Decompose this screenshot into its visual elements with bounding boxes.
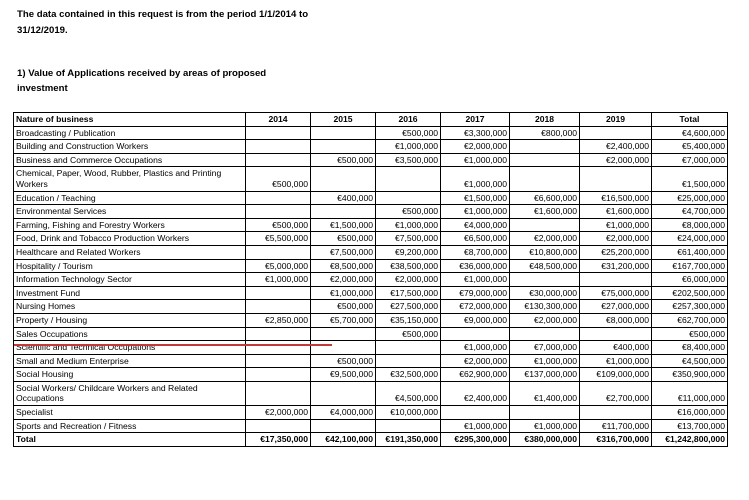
- value-cell: €5,000,000: [246, 259, 311, 273]
- table-row: [14, 259, 728, 273]
- value-cell: [311, 341, 376, 355]
- value-cell: [311, 167, 376, 191]
- value-cell: €2,850,000: [246, 313, 311, 327]
- value-cell: [311, 327, 376, 341]
- value-cell: [246, 381, 311, 405]
- value-cell: €3,500,000: [376, 153, 441, 167]
- value-cell: €31,200,000: [580, 259, 652, 273]
- value-cell: €167,700,000: [652, 259, 728, 273]
- value-cell: €500,000: [652, 327, 728, 341]
- value-cell: €72,000,000: [441, 300, 510, 314]
- value-cell: €7,500,000: [311, 245, 376, 259]
- value-cell: [311, 205, 376, 219]
- value-cell: €500,000: [376, 205, 441, 219]
- value-cell: €500,000: [376, 327, 441, 341]
- value-cell: [510, 327, 580, 341]
- column-header: 2018: [510, 113, 580, 127]
- row-label-cell: Healthcare and Related Workers: [14, 245, 246, 259]
- row-label-cell: Scientific and Technical Occupations: [14, 341, 246, 355]
- value-cell: €1,000,000: [580, 218, 652, 232]
- value-cell: [376, 354, 441, 368]
- total-row: [14, 433, 728, 447]
- value-cell: [580, 406, 652, 420]
- column-header: 2015: [311, 113, 376, 127]
- value-cell: [580, 167, 652, 191]
- value-cell: €2,700,000: [580, 381, 652, 405]
- value-cell: €7,000,000: [510, 341, 580, 355]
- value-cell: €380,000,000: [510, 433, 580, 447]
- value-cell: €6,500,000: [441, 232, 510, 246]
- table-row: [14, 368, 728, 382]
- value-cell: €2,000,000: [311, 273, 376, 287]
- value-cell: €11,700,000: [580, 419, 652, 433]
- value-cell: €2,000,000: [510, 313, 580, 327]
- value-cell: [510, 273, 580, 287]
- value-cell: €7,500,000: [376, 232, 441, 246]
- table-row: [14, 419, 728, 433]
- value-cell: €32,500,000: [376, 368, 441, 382]
- value-cell: €2,000,000: [441, 140, 510, 154]
- value-cell: [311, 126, 376, 140]
- value-cell: [246, 140, 311, 154]
- column-header: 2017: [441, 113, 510, 127]
- value-cell: €257,300,000: [652, 300, 728, 314]
- value-cell: €350,900,000: [652, 368, 728, 382]
- value-cell: €1,600,000: [580, 205, 652, 219]
- value-cell: €9,200,000: [376, 245, 441, 259]
- value-cell: €1,500,000: [652, 167, 728, 191]
- value-cell: €10,800,000: [510, 245, 580, 259]
- table-row: [14, 406, 728, 420]
- value-cell: [246, 368, 311, 382]
- row-label-cell: Food, Drink and Tobacco Production Workers: [14, 232, 246, 246]
- row-label-cell: Business and Commerce Occupations: [14, 153, 246, 167]
- value-cell: €202,500,000: [652, 286, 728, 300]
- value-cell: [246, 327, 311, 341]
- value-cell: €27,000,000: [580, 300, 652, 314]
- value-cell: €8,000,000: [652, 218, 728, 232]
- value-cell: €1,000,000: [246, 273, 311, 287]
- value-cell: €1,000,000: [441, 419, 510, 433]
- value-cell: €75,000,000: [580, 286, 652, 300]
- row-label-cell: Chemical, Paper, Wood, Rubber, Plastics and Printing Workers: [14, 167, 246, 191]
- value-cell: [510, 218, 580, 232]
- column-header: Total: [652, 113, 728, 127]
- value-cell: €1,000,000: [376, 218, 441, 232]
- value-cell: €2,000,000: [441, 354, 510, 368]
- value-cell: €1,000,000: [580, 354, 652, 368]
- value-cell: €400,000: [580, 341, 652, 355]
- value-cell: [246, 300, 311, 314]
- value-cell: €2,000,000: [246, 406, 311, 420]
- value-cell: €2,000,000: [580, 153, 652, 167]
- table-row: [14, 354, 728, 368]
- value-cell: €4,500,000: [652, 354, 728, 368]
- intro-text: The data contained in this request is from the period 1/1/2014 to 31/12/2019.: [17, 9, 309, 36]
- value-cell: [246, 245, 311, 259]
- value-cell: €800,000: [510, 126, 580, 140]
- value-cell: [580, 126, 652, 140]
- value-cell: [441, 406, 510, 420]
- value-cell: €1,000,000: [441, 153, 510, 167]
- value-cell: €1,000,000: [510, 354, 580, 368]
- column-header: 2019: [580, 113, 652, 127]
- table-row: [14, 232, 728, 246]
- value-cell: [510, 167, 580, 191]
- value-cell: €1,600,000: [510, 205, 580, 219]
- highlight-underline: [14, 344, 332, 346]
- row-label-cell: Social Housing: [14, 368, 246, 382]
- value-cell: €5,400,000: [652, 140, 728, 154]
- section-heading: 1) Value of Applications received by areas of proposed investment: [17, 68, 267, 94]
- value-cell: €4,700,000: [652, 205, 728, 219]
- value-cell: [376, 167, 441, 191]
- value-cell: €8,500,000: [311, 259, 376, 273]
- value-cell: €5,700,000: [311, 313, 376, 327]
- value-cell: €61,400,000: [652, 245, 728, 259]
- table-row: [14, 286, 728, 300]
- value-cell: €17,350,000: [246, 433, 311, 447]
- value-cell: €1,000,000: [376, 140, 441, 154]
- value-cell: €500,000: [376, 126, 441, 140]
- table-row: [14, 140, 728, 154]
- table-row: [14, 245, 728, 259]
- value-cell: [510, 406, 580, 420]
- value-cell: [580, 327, 652, 341]
- table-row: [14, 327, 728, 341]
- value-cell: €16,500,000: [580, 191, 652, 205]
- value-cell: [376, 419, 441, 433]
- value-cell: €1,000,000: [311, 286, 376, 300]
- value-cell: €6,600,000: [510, 191, 580, 205]
- value-cell: €2,000,000: [510, 232, 580, 246]
- value-cell: €36,000,000: [441, 259, 510, 273]
- value-cell: €30,000,000: [510, 286, 580, 300]
- value-cell: [311, 140, 376, 154]
- row-label-cell: Environmental Services: [14, 205, 246, 219]
- row-label-cell: Social Workers/ Childcare Workers and Related Occupations: [14, 381, 246, 405]
- value-cell: €109,000,000: [580, 368, 652, 382]
- value-cell: €5,500,000: [246, 232, 311, 246]
- value-cell: €1,400,000: [510, 381, 580, 405]
- table-row: [14, 126, 728, 140]
- value-cell: €8,000,000: [580, 313, 652, 327]
- column-header: 2014: [246, 113, 311, 127]
- value-cell: €17,500,000: [376, 286, 441, 300]
- table-row: [14, 300, 728, 314]
- value-cell: €1,242,800,000: [652, 433, 728, 447]
- value-cell: €316,700,000: [580, 433, 652, 447]
- value-cell: €1,500,000: [441, 191, 510, 205]
- value-cell: [311, 381, 376, 405]
- value-cell: €295,300,000: [441, 433, 510, 447]
- value-cell: €1,000,000: [441, 205, 510, 219]
- value-cell: [441, 327, 510, 341]
- value-cell: €7,000,000: [652, 153, 728, 167]
- value-cell: [376, 191, 441, 205]
- value-cell: €191,350,000: [376, 433, 441, 447]
- value-cell: €2,000,000: [376, 273, 441, 287]
- value-cell: €4,000,000: [311, 406, 376, 420]
- row-label-cell: Building and Construction Workers: [14, 140, 246, 154]
- value-cell: [246, 286, 311, 300]
- table-row: [14, 381, 728, 405]
- table-row: [14, 218, 728, 232]
- value-cell: €2,000,000: [580, 232, 652, 246]
- table-row: [14, 191, 728, 205]
- value-cell: €48,500,000: [510, 259, 580, 273]
- value-cell: €3,300,000: [441, 126, 510, 140]
- value-cell: €2,400,000: [441, 381, 510, 405]
- value-cell: €11,000,000: [652, 381, 728, 405]
- value-cell: €25,200,000: [580, 245, 652, 259]
- table-row: [14, 341, 728, 355]
- value-cell: €16,000,000: [652, 406, 728, 420]
- row-label-cell: Nursing Homes: [14, 300, 246, 314]
- value-cell: €1,000,000: [441, 273, 510, 287]
- value-cell: €62,700,000: [652, 313, 728, 327]
- value-cell: €9,000,000: [441, 313, 510, 327]
- value-cell: €1,000,000: [441, 341, 510, 355]
- value-cell: €1,500,000: [311, 218, 376, 232]
- value-cell: €500,000: [311, 300, 376, 314]
- row-label-cell: Education / Teaching: [14, 191, 246, 205]
- value-cell: [246, 419, 311, 433]
- value-cell: €400,000: [311, 191, 376, 205]
- row-label-cell: Small and Medium Enterprise: [14, 354, 246, 368]
- row-label-cell: Broadcasting / Publication: [14, 126, 246, 140]
- row-label-cell: Information Technology Sector: [14, 273, 246, 287]
- value-cell: €500,000: [311, 153, 376, 167]
- column-header: 2016: [376, 113, 441, 127]
- value-cell: €137,000,000: [510, 368, 580, 382]
- row-label-cell: Property / Housing: [14, 313, 246, 327]
- table-row: [14, 205, 728, 219]
- value-cell: [510, 140, 580, 154]
- value-cell: €8,400,000: [652, 341, 728, 355]
- value-cell: [246, 205, 311, 219]
- value-cell: €4,500,000: [376, 381, 441, 405]
- column-header: Nature of business: [14, 113, 246, 127]
- value-cell: €500,000: [311, 354, 376, 368]
- header-row: [14, 113, 728, 127]
- row-label-cell: Investment Fund: [14, 286, 246, 300]
- value-cell: €13,700,000: [652, 419, 728, 433]
- row-label-cell: Hospitality / Tourism: [14, 259, 246, 273]
- row-label-cell: Total: [14, 433, 246, 447]
- row-label-cell: Sports and Recreation / Fitness: [14, 419, 246, 433]
- value-cell: €2,400,000: [580, 140, 652, 154]
- row-label-cell: Specialist: [14, 406, 246, 420]
- value-cell: €79,000,000: [441, 286, 510, 300]
- value-cell: €4,000,000: [441, 218, 510, 232]
- value-cell: €1,000,000: [441, 167, 510, 191]
- value-cell: €4,600,000: [652, 126, 728, 140]
- table-row: [14, 273, 728, 287]
- row-label-cell: Sales Occupations: [14, 327, 246, 341]
- value-cell: [311, 419, 376, 433]
- table-row: [14, 153, 728, 167]
- value-cell: [246, 354, 311, 368]
- value-cell: €24,000,000: [652, 232, 728, 246]
- value-cell: [246, 191, 311, 205]
- value-cell: €6,000,000: [652, 273, 728, 287]
- value-cell: [376, 341, 441, 355]
- value-cell: €10,000,000: [376, 406, 441, 420]
- value-cell: €9,500,000: [311, 368, 376, 382]
- value-cell: €35,150,000: [376, 313, 441, 327]
- row-label-cell: Farming, Fishing and Forestry Workers: [14, 218, 246, 232]
- value-cell: [580, 273, 652, 287]
- value-cell: [510, 153, 580, 167]
- value-cell: €27,500,000: [376, 300, 441, 314]
- table-row: [14, 167, 728, 191]
- value-cell: €42,100,000: [311, 433, 376, 447]
- value-cell: €500,000: [246, 167, 311, 191]
- value-cell: €500,000: [311, 232, 376, 246]
- value-cell: €25,000,000: [652, 191, 728, 205]
- applications-table: [13, 112, 728, 447]
- value-cell: €8,700,000: [441, 245, 510, 259]
- value-cell: €62,900,000: [441, 368, 510, 382]
- value-cell: €1,000,000: [510, 419, 580, 433]
- value-cell: [246, 126, 311, 140]
- value-cell: €38,500,000: [376, 259, 441, 273]
- value-cell: €130,300,000: [510, 300, 580, 314]
- table-row: [14, 313, 728, 327]
- value-cell: [246, 153, 311, 167]
- value-cell: [246, 341, 311, 355]
- value-cell: €500,000: [246, 218, 311, 232]
